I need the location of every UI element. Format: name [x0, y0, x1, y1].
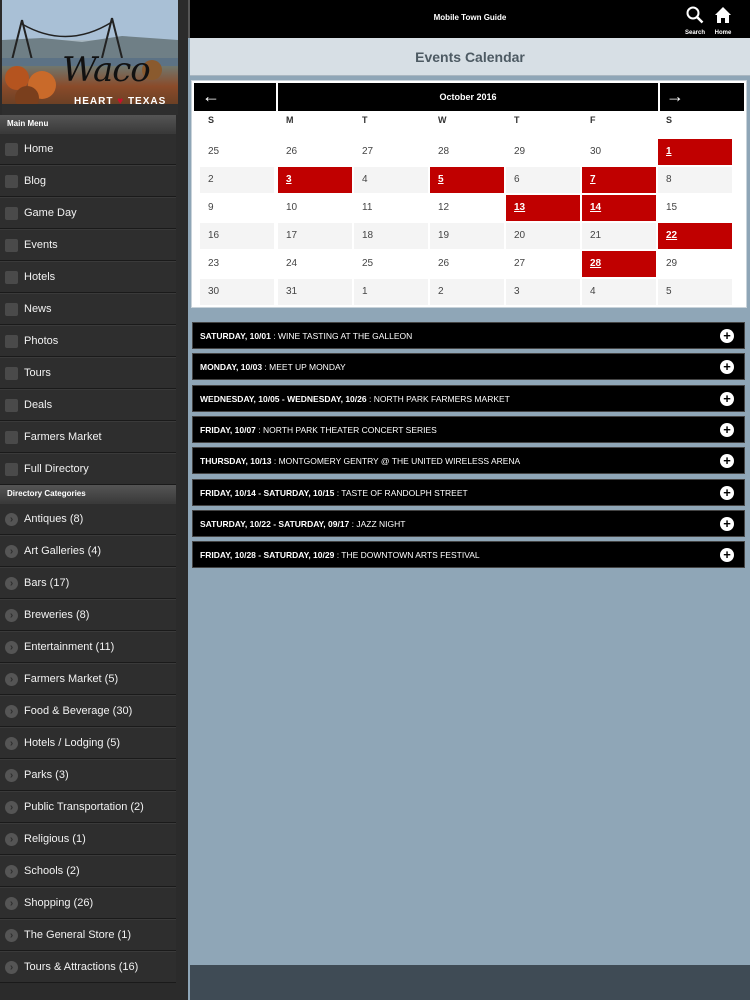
- event-row[interactable]: [192, 385, 745, 412]
- sidebar-item-label: Photos: [24, 335, 59, 347]
- tag-icon: [5, 399, 18, 412]
- calendar-day: 21: [582, 223, 656, 249]
- calendar-day: 12: [438, 202, 450, 213]
- event-row[interactable]: [192, 416, 745, 443]
- category-item[interactable]: [0, 951, 176, 983]
- event-date: SATURDAY, 10/01: [200, 331, 271, 341]
- calendar-event-day[interactable]: 7: [582, 167, 656, 193]
- category-item[interactable]: [0, 823, 176, 855]
- calendar-event-day[interactable]: 28: [582, 251, 656, 277]
- category-item[interactable]: [0, 759, 176, 791]
- category-item[interactable]: [0, 727, 176, 759]
- arrow-right-icon: ›: [5, 641, 18, 654]
- category-label: Art Galleries (4): [24, 545, 102, 557]
- top-bar: [188, 0, 750, 38]
- weekday-label: S: [666, 115, 673, 125]
- photo-icon: [5, 335, 18, 348]
- event-row[interactable]: [192, 447, 745, 474]
- event-date: THURSDAY, 10/13: [200, 456, 272, 467]
- arrow-right-icon: ›: [5, 961, 18, 974]
- sidebar: [0, 0, 188, 1000]
- arrow-right-icon: ›: [5, 513, 18, 526]
- calendar-day: 27: [362, 146, 374, 157]
- category-label: Bars (17): [24, 577, 70, 589]
- category-label: Farmers Market (5): [24, 673, 119, 685]
- event-name: NORTH PARK FARMERS MARKET: [373, 393, 510, 404]
- arrow-right-icon: ›: [5, 737, 18, 750]
- sidebar-item-label: Full Directory: [24, 463, 89, 475]
- event-separator: :: [334, 487, 342, 498]
- category-label: Food & Beverage (30): [24, 705, 133, 717]
- weekday-label: W: [438, 115, 447, 125]
- calendar-day: 28: [438, 146, 450, 157]
- next-month-button[interactable]: →: [660, 83, 744, 111]
- event-date: SATURDAY, 10/22 - SATURDAY, 09/17: [200, 518, 350, 529]
- sidebar-item-news[interactable]: [0, 293, 176, 325]
- footer-bar: [190, 965, 750, 1000]
- search-icon: [686, 6, 704, 24]
- event-row[interactable]: [192, 541, 745, 568]
- events-calendar: [191, 80, 747, 308]
- category-item[interactable]: [0, 599, 176, 631]
- sidebar-item-label: Home: [24, 143, 54, 155]
- category-item[interactable]: [0, 919, 176, 951]
- page-title: Events Calendar: [415, 49, 525, 65]
- calendar-day: 23: [208, 258, 220, 269]
- calendar-event-day[interactable]: 5: [430, 167, 504, 193]
- category-item[interactable]: [0, 855, 176, 887]
- category-item[interactable]: [0, 503, 176, 535]
- previous-month-button[interactable]: ←: [194, 83, 276, 111]
- event-separator: :: [334, 550, 342, 561]
- calendar-day: 26: [438, 258, 450, 269]
- category-label: Antiques (8): [24, 513, 84, 525]
- sidebar-item-photos[interactable]: [0, 325, 176, 357]
- calendar-day: 16: [200, 223, 274, 249]
- event-date: FRIDAY, 10/28 - SATURDAY, 10/29: [200, 550, 335, 561]
- calendar-day: 2: [430, 279, 504, 305]
- event-date: MONDAY, 10/03: [200, 362, 263, 373]
- arrow-right-icon: ›: [5, 609, 18, 622]
- calendar-day: 4: [354, 167, 428, 193]
- event-separator: :: [366, 393, 374, 404]
- sidebar-item-events[interactable]: [0, 229, 176, 261]
- arrow-right-icon: ›: [5, 705, 18, 718]
- sidebar-item-farmers-market[interactable]: [0, 421, 176, 453]
- calendar-day: 10: [286, 202, 298, 213]
- category-label: Schools (2): [24, 865, 80, 877]
- category-item[interactable]: [0, 535, 176, 567]
- calendar-day: 24: [286, 258, 298, 269]
- event-separator: :: [262, 362, 270, 373]
- home-label: Home: [714, 30, 732, 36]
- category-list: [0, 503, 188, 983]
- event-date: FRIDAY, 10/14 - SATURDAY, 10/15: [200, 487, 335, 498]
- category-label: Tours & Attractions (16): [24, 961, 139, 973]
- category-label: Entertainment (11): [24, 641, 115, 653]
- sidebar-item-tours[interactable]: [0, 357, 176, 389]
- home-icon: [5, 143, 18, 156]
- event-row[interactable]: [192, 510, 745, 537]
- arrow-right-icon: ›: [5, 865, 18, 878]
- calendar-day: 31: [278, 279, 352, 305]
- calendar-day: 4: [582, 279, 656, 305]
- weekday-label: S: [208, 115, 215, 125]
- calendar-day: 5: [658, 279, 732, 305]
- category-label: Parks (3): [24, 769, 69, 781]
- sidebar-item-label: News: [24, 303, 52, 315]
- calendar-day: 8: [658, 167, 732, 193]
- category-label: The General Store (1): [24, 929, 131, 941]
- arrow-right-icon: ›: [5, 577, 18, 590]
- calendar-day: 29: [514, 146, 526, 157]
- home-icon: [714, 6, 732, 24]
- event-separator: :: [255, 424, 264, 435]
- arrow-right-icon: ›: [5, 545, 18, 558]
- blog-icon: [5, 175, 18, 188]
- calendar-day: 29: [666, 258, 678, 269]
- category-item[interactable]: [0, 791, 176, 823]
- map-icon: [5, 367, 18, 380]
- category-item[interactable]: [0, 663, 176, 695]
- calendar-event-day[interactable]: 1: [658, 139, 732, 165]
- category-label: Religious (1): [24, 833, 86, 845]
- calendar-event-day[interactable]: 14: [582, 195, 656, 221]
- expand-plus-icon[interactable]: +: [720, 423, 734, 437]
- calendar-day: 30: [200, 279, 274, 305]
- event-name: MEET UP MONDAY: [269, 362, 346, 373]
- weekday-label: T: [514, 115, 520, 125]
- event-name: WINE TASTING AT THE GALLEON: [277, 331, 413, 341]
- logo-tagline: [74, 96, 166, 107]
- calendar-day: 25: [362, 258, 374, 269]
- category-label: Hotels / Lodging (5): [24, 737, 120, 749]
- calendar-month-label: October 2016: [278, 83, 658, 111]
- town-logo[interactable]: [2, 0, 178, 115]
- event-separator: :: [270, 331, 278, 341]
- arrow-right-icon: ›: [5, 801, 18, 814]
- main-menu: [0, 133, 188, 485]
- event-name: THE DOWNTOWN ARTS FESTIVAL: [341, 550, 480, 561]
- calendar-day: 6: [506, 167, 580, 193]
- event-name: TASTE OF RANDOLPH STREET: [341, 487, 468, 498]
- calendar-day: 19: [430, 223, 504, 249]
- football-icon: [5, 207, 18, 220]
- expand-plus-icon[interactable]: +: [720, 454, 734, 468]
- sidebar-item-label: Farmers Market: [24, 431, 102, 443]
- expand-plus-icon[interactable]: +: [720, 486, 734, 500]
- calendar-day: 3: [506, 279, 580, 305]
- calendar-day: 27: [514, 258, 526, 269]
- calendar-day: 9: [208, 202, 214, 213]
- event-separator: :: [349, 518, 357, 529]
- weekday-label: T: [362, 115, 368, 125]
- category-label: Shopping (26): [24, 897, 94, 909]
- sidebar-item-full-directory[interactable]: [0, 453, 176, 485]
- event-name: NORTH PARK THEATER CONCERT SERIES: [263, 424, 437, 435]
- logo-tagline-right: TEXAS: [127, 96, 167, 107]
- sidebar-item-label: Hotels: [24, 271, 56, 283]
- sidebar-item-label: Blog: [24, 175, 47, 187]
- weekday-label: M: [286, 115, 294, 125]
- event-date: WEDNESDAY, 10/05 - WEDNESDAY, 10/26: [200, 393, 367, 404]
- calendar-event-day[interactable]: 22: [658, 223, 732, 249]
- category-item[interactable]: [0, 567, 176, 599]
- arrow-right-icon: ›: [5, 769, 18, 782]
- arrow-right-icon: ›: [5, 673, 18, 686]
- home-button[interactable]: [710, 6, 736, 34]
- event-row[interactable]: [192, 322, 745, 349]
- arrow-right-icon: ›: [5, 929, 18, 942]
- calendar-day: 26: [286, 146, 298, 157]
- expand-plus-icon[interactable]: +: [720, 548, 734, 562]
- sidebar-item-deals[interactable]: [0, 389, 176, 421]
- app-title: Mobile Town Guide: [433, 13, 507, 22]
- sidebar-item-hotels[interactable]: [0, 261, 176, 293]
- search-button[interactable]: [682, 6, 708, 34]
- event-row[interactable]: [192, 479, 745, 506]
- categories-header: Directory Categories: [0, 485, 176, 503]
- calendar-day: 17: [278, 223, 352, 249]
- category-label: Public Transportation (2): [24, 801, 144, 813]
- arrow-right-icon: ›: [5, 897, 18, 910]
- calendar-day: 11: [362, 202, 373, 213]
- calendar-event-day[interactable]: 3: [278, 167, 352, 193]
- sidebar-item-label: Tours: [24, 367, 51, 379]
- sidebar-item-home[interactable]: [0, 133, 176, 165]
- category-item[interactable]: [0, 631, 176, 663]
- main-menu-header: Main Menu: [0, 115, 176, 133]
- expand-plus-icon[interactable]: +: [720, 360, 734, 374]
- calendar-day: 1: [354, 279, 428, 305]
- calendar-icon: [5, 239, 18, 252]
- sidebar-item-game-day[interactable]: [0, 197, 176, 229]
- calendar-day: 20: [506, 223, 580, 249]
- logo-tagline-left: HEART: [74, 96, 114, 107]
- calendar-event-day[interactable]: 13: [506, 195, 580, 221]
- sidebar-item-label: Events: [24, 239, 58, 251]
- heart-icon: ♥: [117, 96, 125, 107]
- calendar-day: 2: [200, 167, 274, 193]
- logo-wordmark: Waco: [62, 50, 150, 90]
- category-item[interactable]: [0, 695, 176, 727]
- calendar-day: 18: [354, 223, 428, 249]
- event-name: MONTGOMERY GENTRY @ THE UNITED WIRELESS ARENA: [278, 456, 521, 467]
- category-item[interactable]: [0, 887, 176, 919]
- weekday-label: F: [590, 115, 596, 125]
- directory-icon: [5, 463, 18, 476]
- event-separator: :: [271, 456, 279, 467]
- event-date: FRIDAY, 10/07: [200, 424, 256, 435]
- calendar-day: 25: [208, 146, 220, 157]
- sidebar-item-label: Deals: [24, 399, 53, 411]
- news-icon: [5, 303, 18, 316]
- event-name: JAZZ NIGHT: [356, 518, 406, 529]
- cart-icon: [5, 431, 18, 444]
- category-label: Breweries (8): [24, 609, 90, 621]
- hotel-icon: [5, 271, 18, 284]
- arrow-right-icon: ›: [5, 833, 18, 846]
- calendar-day: 15: [666, 202, 678, 213]
- page-header: [190, 38, 750, 76]
- event-row[interactable]: [192, 353, 745, 380]
- sidebar-item-label: Game Day: [24, 207, 77, 219]
- sidebar-item-blog[interactable]: [0, 165, 176, 197]
- expand-plus-icon[interactable]: +: [720, 392, 734, 406]
- expand-plus-icon[interactable]: +: [720, 517, 734, 531]
- expand-plus-icon[interactable]: +: [720, 329, 734, 343]
- calendar-day: 30: [590, 146, 602, 157]
- search-label: Search: [684, 30, 705, 36]
